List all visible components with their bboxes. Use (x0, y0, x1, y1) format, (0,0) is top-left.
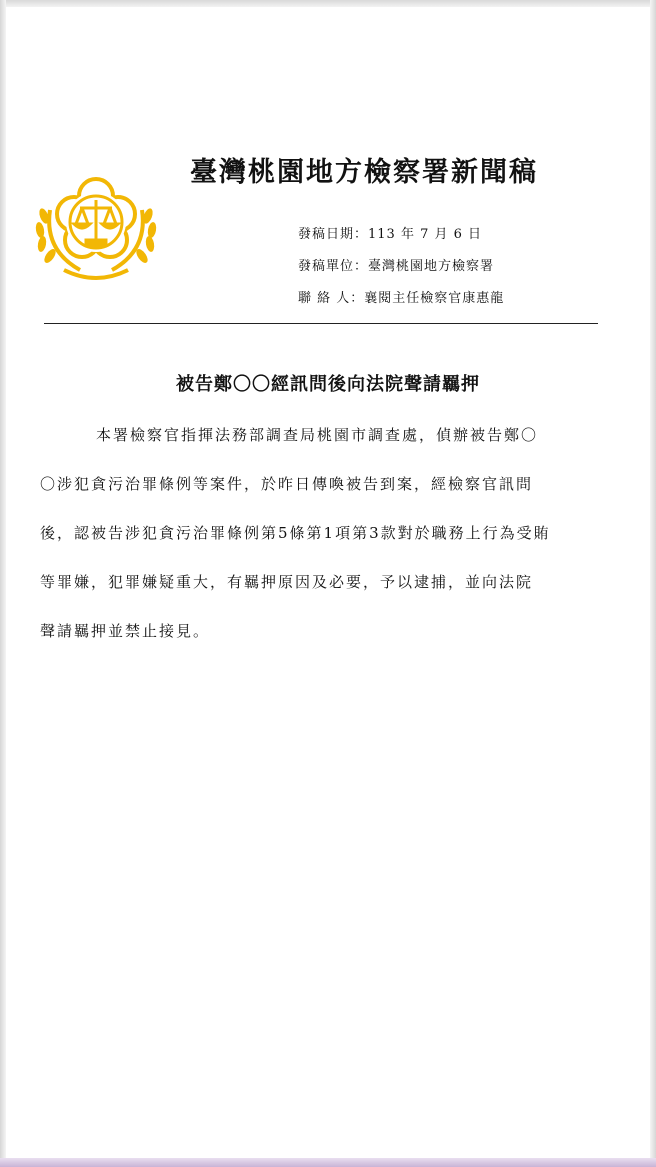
prosecutors-office-emblem-icon (30, 170, 162, 288)
release-unit: 發稿單位：臺灣桃園地方檢察署 (298, 259, 495, 274)
contact-person: 聯 絡 人：襄閱主任檢察官康惠龍 (298, 291, 505, 306)
press-release-title: 臺灣桃園地方檢察署新聞稿 (190, 157, 538, 188)
body-line: 等罪嫌，犯罪嫌疑重大，有羈押原因及必要，予以逮捕，並向法院 (40, 573, 534, 591)
header-divider (44, 323, 598, 324)
body-line: 〇涉犯貪污治罪條例等案件，於昨日傳喚被告到案，經檢察官訊問 (40, 475, 534, 493)
page-right-edge (650, 0, 656, 1167)
body-line: 後，認被告涉犯貪污治罪條例第5條第1項第3款對於職務上行為受賄 (40, 524, 551, 542)
article-headline: 被告鄭〇〇經訊問後向法院聲請羈押 (176, 374, 480, 395)
page-left-edge (0, 0, 6, 1167)
body-line: 本署檢察官指揮法務部調查局桃園市調查處，偵辦被告鄭〇 (96, 426, 539, 444)
body-line: 聲請羈押並禁止接見。 (40, 622, 211, 640)
page-top-edge (0, 0, 656, 7)
release-date: 發稿日期：113 年 7 月 6 日 (298, 227, 483, 242)
page-bottom-edge (0, 1158, 656, 1167)
